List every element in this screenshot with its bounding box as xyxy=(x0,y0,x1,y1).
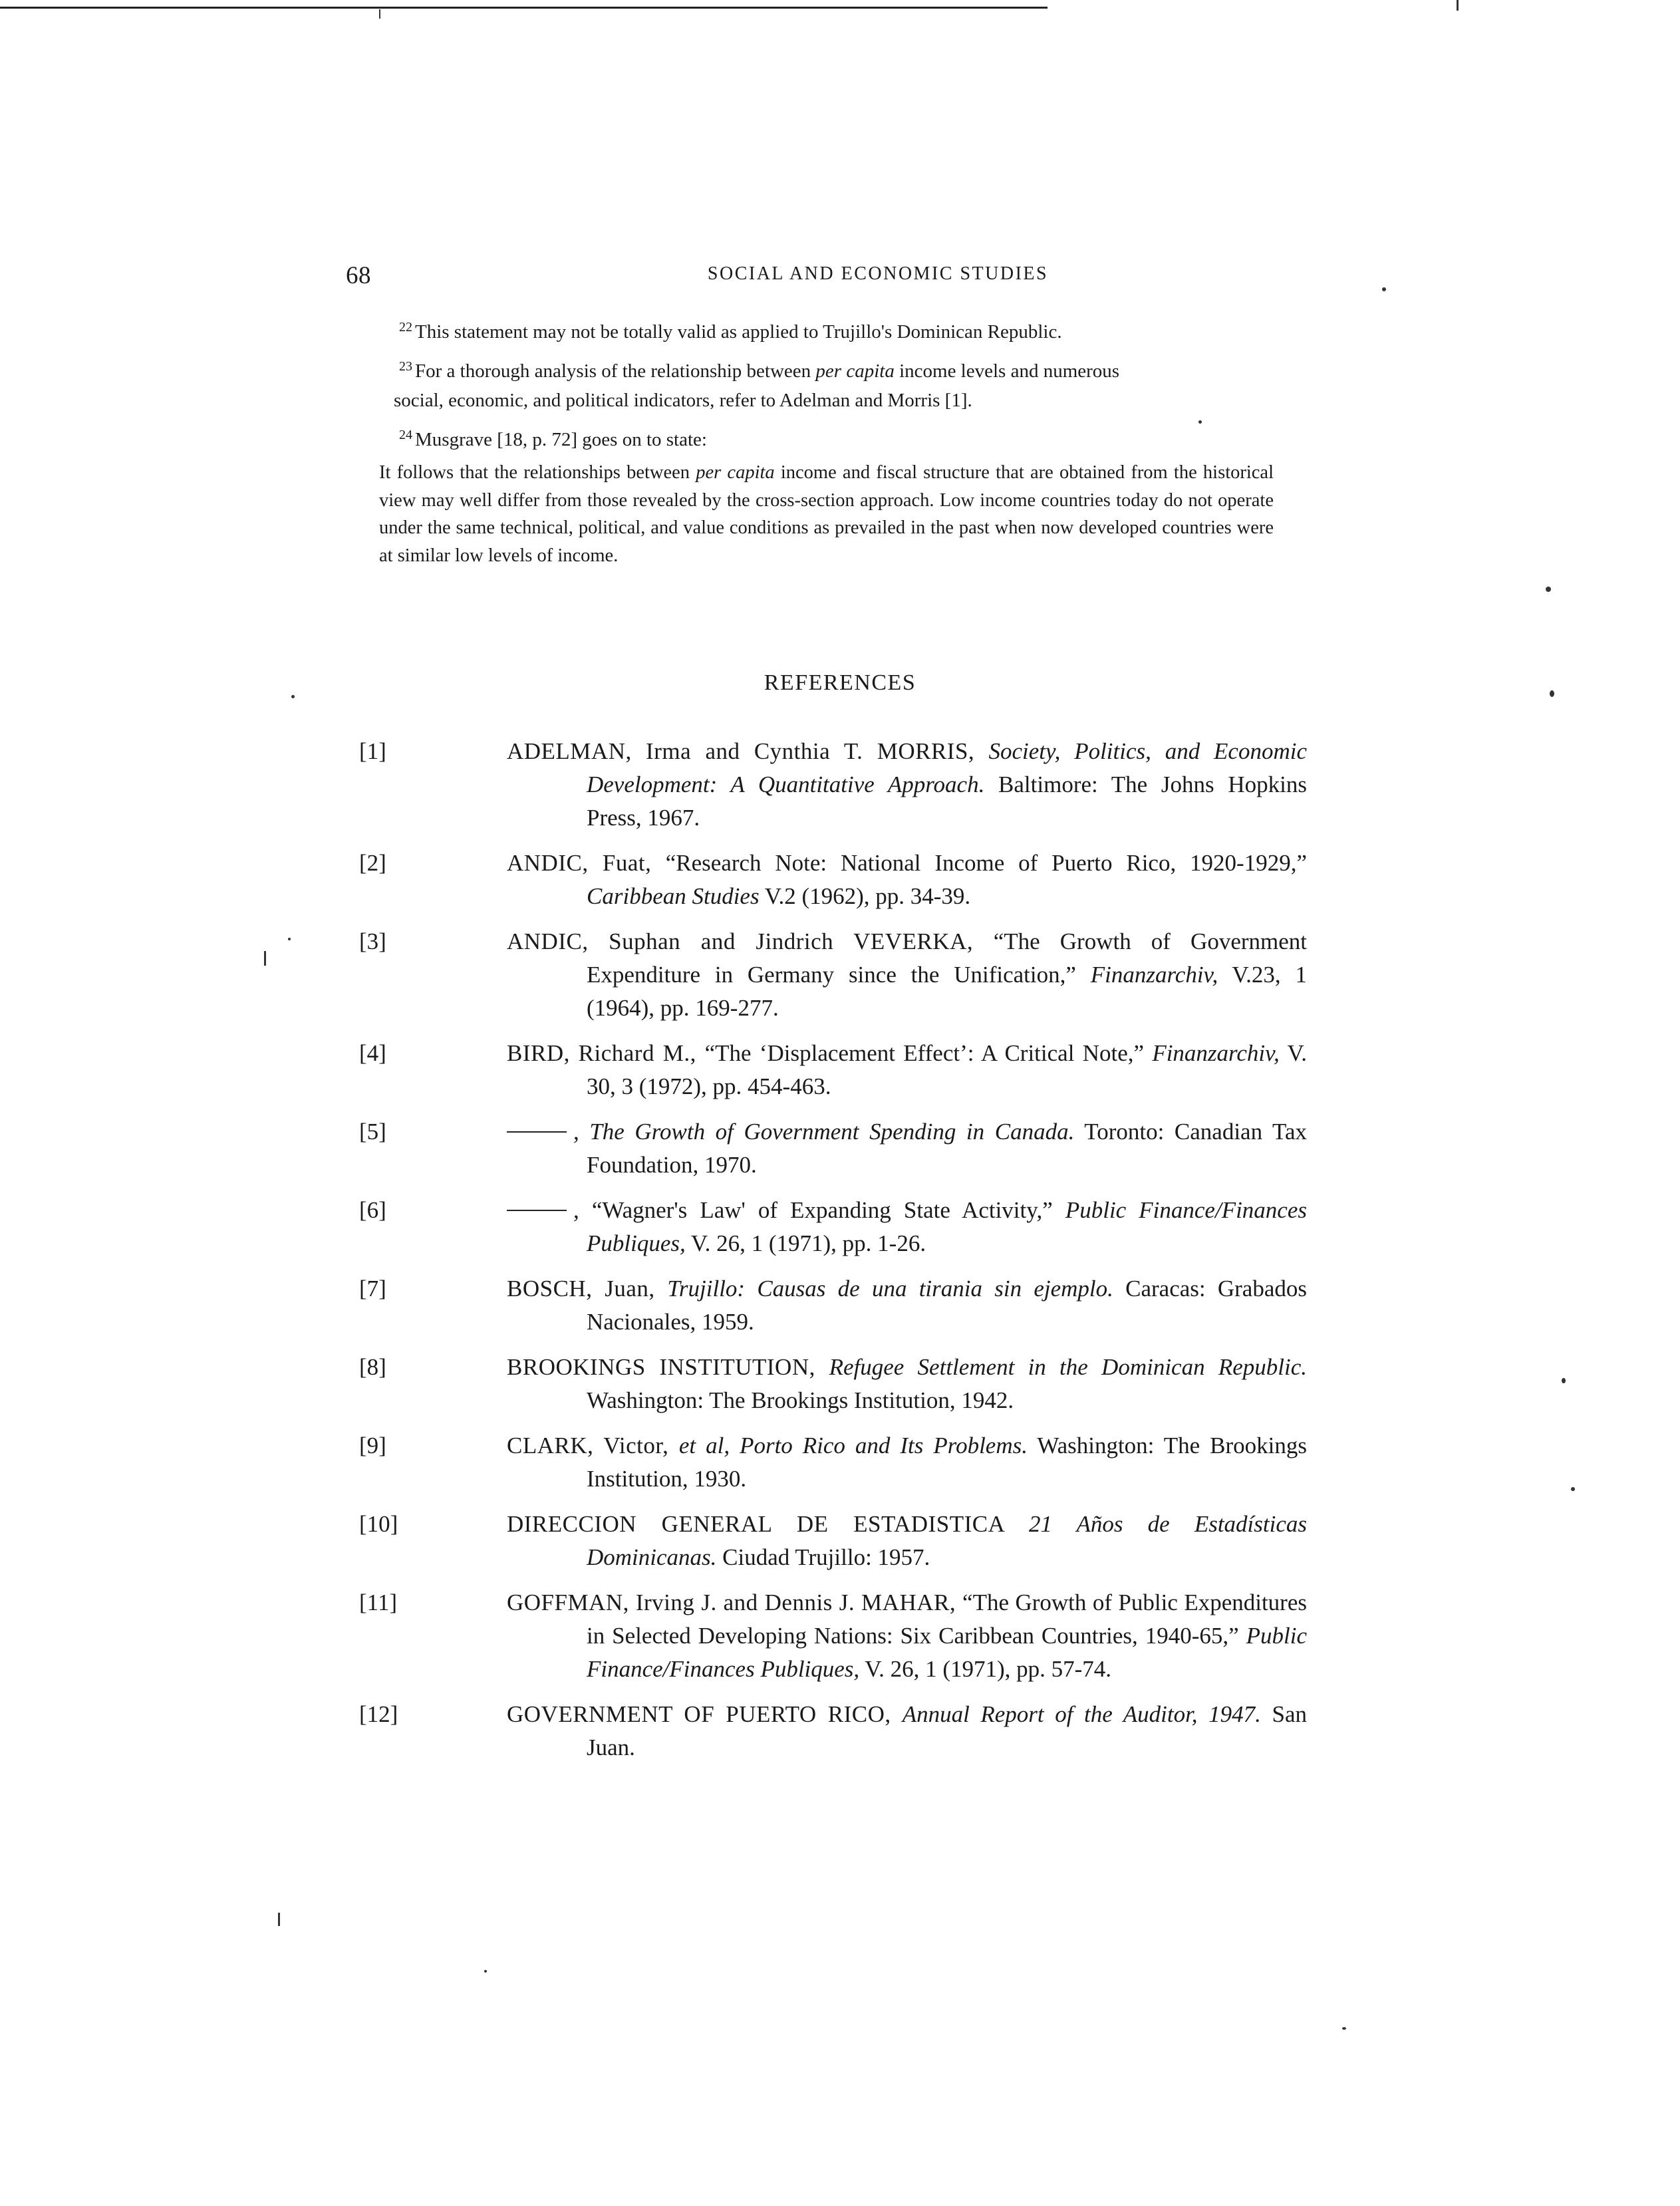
reference-number: [10] xyxy=(359,1511,398,1537)
reference-number: [8] xyxy=(359,1354,386,1380)
reference-item xyxy=(359,1508,1307,1574)
scan-mark xyxy=(379,9,380,19)
reference-text xyxy=(507,1586,1307,1686)
scan-speck xyxy=(288,938,291,940)
reference-article: “The Growth of Government Expenditure in Germany since the Unification,” xyxy=(587,928,1308,988)
reference-number: [6] xyxy=(359,1197,386,1223)
reference-text xyxy=(507,1272,1307,1339)
scan-speck xyxy=(484,1970,487,1973)
references-list xyxy=(359,735,1307,1776)
reference-publication: San Juan. xyxy=(587,1701,1307,1760)
reference-number: [12] xyxy=(359,1701,398,1727)
reference-item xyxy=(359,1037,1307,1103)
reference-author: CLARK, Victor, xyxy=(507,1433,679,1458)
block-quote: It follows that the relationships between per capita income and fiscal structure that are obtained from the historical view may well differ from those revealed by the cross-section approach. Low income countries today do not operate under the same technical, political, and value conditions as prevailed in the past when now developed countries were at similar low levels of income. xyxy=(379,462,1274,566)
reference-number: [3] xyxy=(359,928,386,954)
reference-item xyxy=(359,847,1307,913)
reference-publication: V. 26, 1 (1971), pp. 1-26. xyxy=(685,1230,926,1256)
reference-title: Refugee Settlement in the Dominican Republic. xyxy=(829,1354,1307,1380)
reference-author: ANDIC, Fuat, xyxy=(507,850,666,876)
reference-number: [7] xyxy=(359,1276,386,1302)
reference-publication: V. 30, 3 (1972), pp. 454-463. xyxy=(587,1040,1307,1099)
reference-title: Public Finance/Finances Publiques, xyxy=(587,1623,1307,1682)
reference-publication: V. 26, 1 (1971), pp. 57-74. xyxy=(859,1656,1112,1682)
scan-speck xyxy=(1546,587,1551,592)
reference-item xyxy=(359,1429,1307,1496)
reference-title: Finanzarchiv, xyxy=(1152,1040,1280,1066)
reference-title: Public Finance/Finances Publiques, xyxy=(587,1197,1307,1256)
reference-publication: Ciudad Trujillo: 1957. xyxy=(716,1544,930,1570)
reference-publication: V.23, 1 (1964), pp. 169-277. xyxy=(587,962,1307,1021)
reference-text xyxy=(507,1194,1307,1260)
reference-text xyxy=(507,925,1307,1025)
footnotes xyxy=(372,313,1317,460)
reference-publication: Toronto: Canadian Tax Foundation, 1970. xyxy=(587,1119,1308,1178)
footnote-23: $^{23}$ For a thorough analysis of the relationship between per capita income levels and numerous social, economic, and political indicators, refer to Adelman and Morris [1]. xyxy=(394,359,1120,411)
reference-author: BIRD, Richard M., xyxy=(507,1040,705,1066)
reference-article: “The Growth of Public Expenditures in Selected Developing Nations: Six Caribbean Countries, 1940-65,” xyxy=(587,1589,1307,1649)
reference-article: , xyxy=(573,1119,590,1145)
reference-title: Society, Politics, and Economic Development: A Quantitative Approach. xyxy=(587,738,1307,797)
reference-text xyxy=(507,1037,1307,1103)
running-head xyxy=(346,261,1324,295)
reference-author: ANDIC, Suphan and Jindrich VEVERKA, xyxy=(507,928,994,954)
reference-item xyxy=(359,1194,1307,1260)
scan-speck xyxy=(1382,287,1386,291)
reference-author: BOSCH, Juan, xyxy=(507,1276,668,1302)
reference-publication: V.2 (1962), pp. 34-39. xyxy=(759,883,971,909)
page-number: 68 xyxy=(346,262,371,289)
scan-mark xyxy=(264,951,266,966)
reference-publication: Washington: The Brookings Institution, 1942. xyxy=(587,1387,1014,1413)
reference-number: [2] xyxy=(359,850,386,876)
reference-text xyxy=(507,1351,1307,1417)
reference-text xyxy=(507,847,1307,913)
scan-speck xyxy=(1562,1378,1566,1383)
reference-item xyxy=(359,735,1307,835)
reference-item xyxy=(359,1115,1307,1182)
reference-title: et al, Porto Rico and Its Problems. xyxy=(678,1433,1028,1458)
reference-author: GOFFMAN, Irving J. and Dennis J. MAHAR, xyxy=(507,1589,963,1615)
scan-speck xyxy=(1342,2027,1346,2030)
reference-title: Caribbean Studies xyxy=(587,883,760,909)
scan-mark xyxy=(278,1913,280,1926)
reference-text xyxy=(507,735,1307,835)
reference-number: [9] xyxy=(359,1433,386,1458)
reference-number: [1] xyxy=(359,738,386,764)
reference-article: “Research Note: National Income of Puerto Rico, 1920-1929,” xyxy=(665,850,1307,876)
references-heading: REFERENCES xyxy=(764,670,916,695)
reference-title: 21 Años de Estadísticas Dominicanas. xyxy=(587,1511,1307,1570)
reference-number: [4] xyxy=(359,1040,386,1066)
reference-title: The Growth of Government Spending in Canada. xyxy=(589,1119,1075,1145)
reference-author: DIRECCION GENERAL DE ESTADISTICA xyxy=(507,1511,1030,1537)
reference-title: Trujillo: Causas de una tirania sin ejemplo. xyxy=(667,1276,1113,1302)
reference-text xyxy=(507,1115,1307,1182)
scan-speck xyxy=(1571,1487,1575,1491)
reference-text xyxy=(507,1508,1307,1574)
ditto-dash xyxy=(507,1131,567,1133)
reference-author: GOVERNMENT OF PUERTO RICO, xyxy=(507,1701,903,1727)
footnote-24: $^{24}$ Musgrave [18, p. 72] goes on to state: xyxy=(399,428,707,450)
ditto-dash xyxy=(507,1210,567,1211)
reference-publication: Baltimore: The Johns Hopkins Press, 1967. xyxy=(587,771,1307,831)
reference-item xyxy=(359,1351,1307,1417)
reference-text xyxy=(507,1698,1307,1764)
reference-item xyxy=(359,1586,1307,1686)
reference-author: BROOKINGS INSTITUTION, xyxy=(507,1354,829,1380)
reference-title: Annual Report of the Auditor, 1947. xyxy=(902,1701,1261,1727)
reference-number: [5] xyxy=(359,1119,386,1145)
footnote-22: $^{22}$ This statement may not be totally valid as applied to Trujillo's Dominican Republic. xyxy=(399,320,1062,343)
reference-publication: Caracas: Grabados Nacionales, 1959. xyxy=(587,1276,1307,1335)
reference-number: [11] xyxy=(359,1589,398,1615)
journal-title: SOCIAL AND ECONOMIC STUDIES xyxy=(707,263,1049,284)
reference-article: “The ‘Displacement Effect’: A Critical Note,” xyxy=(704,1040,1153,1066)
reference-article: , “Wagner's Law' of Expanding State Activity,” xyxy=(573,1197,1065,1223)
reference-author: ADELMAN, Irma and Cynthia T. MORRIS, xyxy=(507,738,989,764)
scan-mark xyxy=(1457,0,1459,11)
scan-edge-line xyxy=(0,7,1048,9)
reference-title: Finanzarchiv, xyxy=(1090,962,1218,988)
reference-item xyxy=(359,1272,1307,1339)
reference-text xyxy=(507,1429,1307,1496)
reference-publication: Washington: The Brookings Institution, 1930. xyxy=(587,1433,1307,1492)
reference-item xyxy=(359,1698,1307,1764)
reference-item xyxy=(359,925,1307,1025)
